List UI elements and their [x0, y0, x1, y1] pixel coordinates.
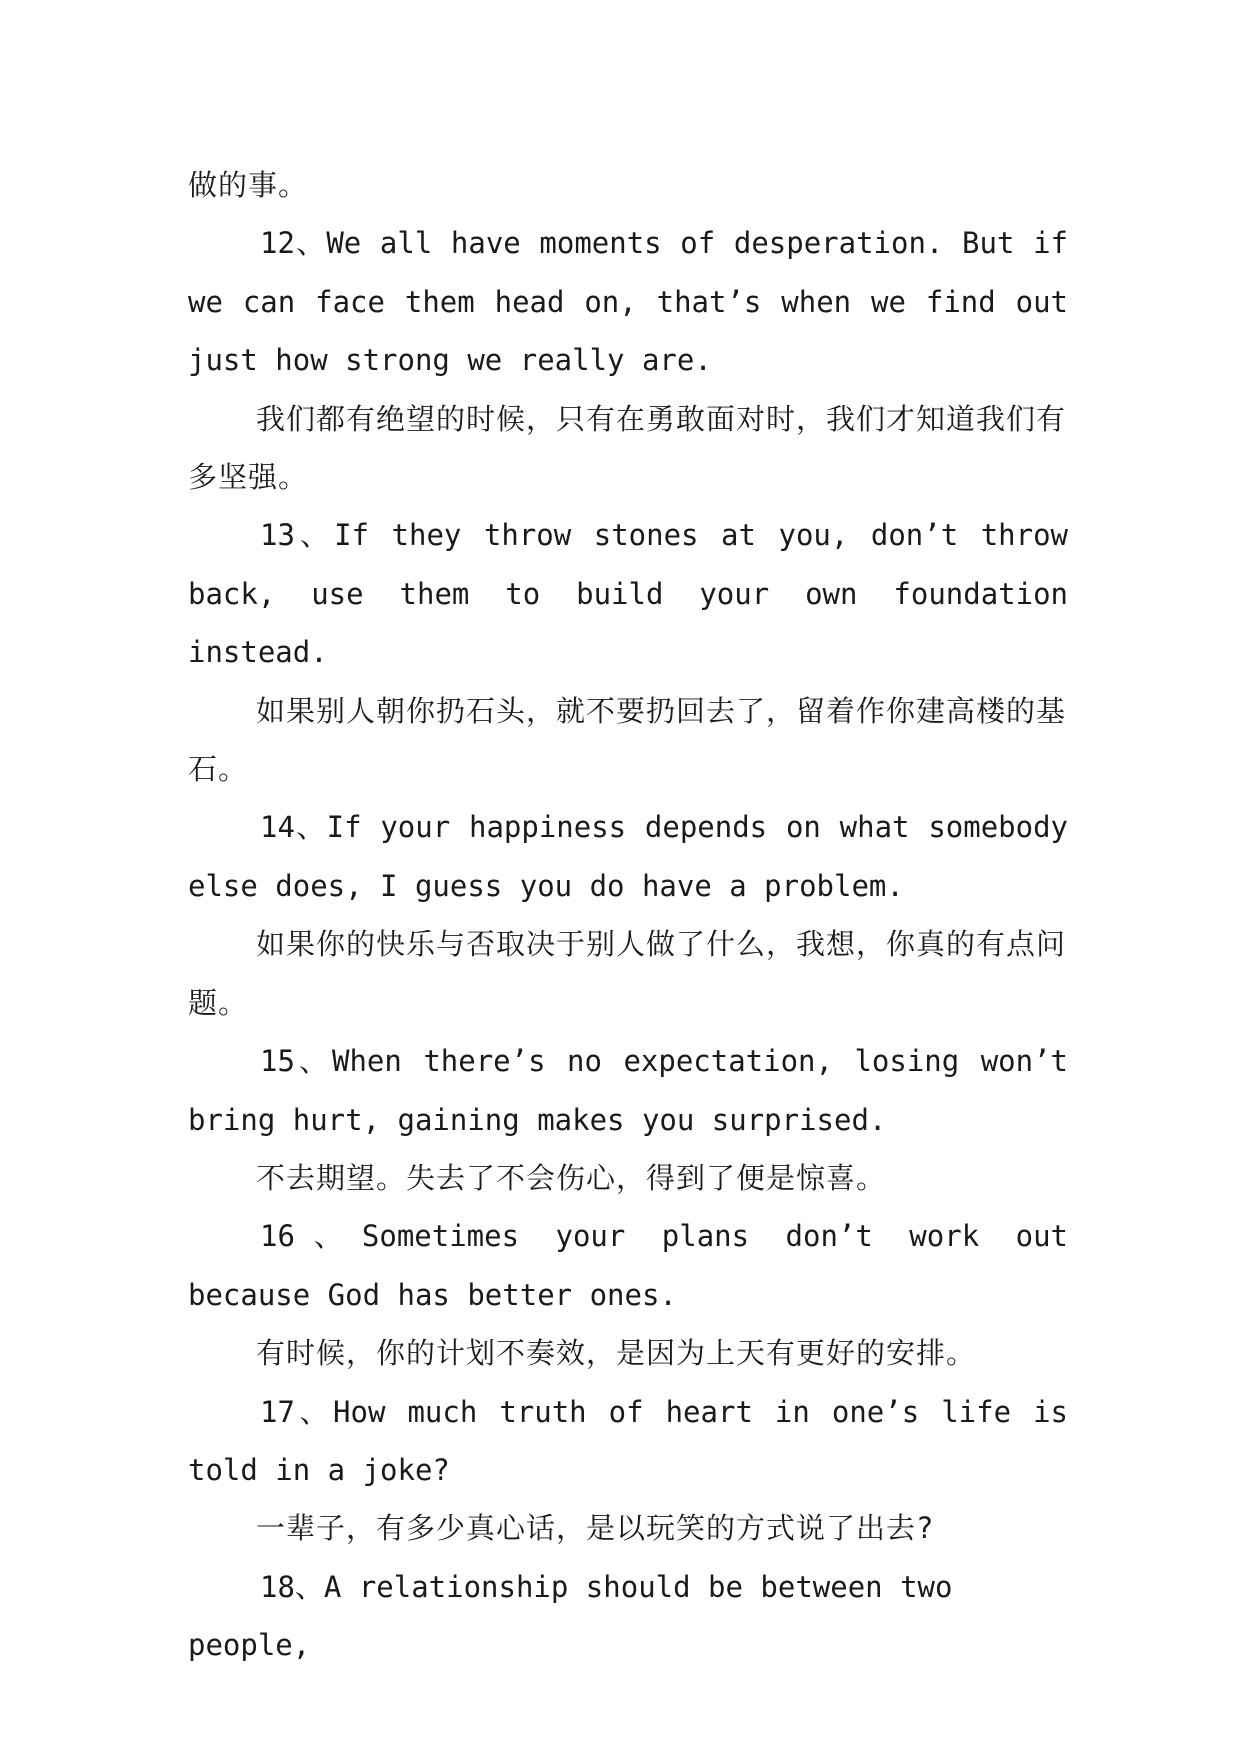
- quote-17-chinese: 一辈子，有多少真心话，是以玩笑的方式说了出去?: [256, 1511, 935, 1546]
- quote-15-english: 15、When there’s no expectation, losing won’t bring hurt, gaining makes you surprised.: [188, 1044, 1086, 1137]
- quote-14-chinese: 如果你的快乐与否取决于别人做了什么，我想，你真的有点问题。: [188, 927, 1067, 1020]
- paragraph-continuation: 做的事。: [188, 168, 309, 202]
- quote-18-english: 18、A relationship should be between two people,: [188, 1569, 970, 1663]
- quote-16-english: 16、Sometimes your plans don’t work out because God has better ones.: [188, 1219, 1086, 1312]
- quote-14-english: 14、If your happiness depends on what somebody else does, I guess you do have a problem.: [188, 810, 1086, 903]
- quote-13-chinese: 如果别人朝你扔石头，就不要扔回去了，留着作你建高楼的基石。: [188, 693, 1067, 787]
- quote-12-english: 12、We all have moments of desperation. But if we can face them head on, that’s when we find out just how strong we really are.: [188, 226, 1086, 378]
- document-body: [188, 156, 1086, 1675]
- quote-17-english: 17、How much truth of heart in one’s life is told in a joke?: [188, 1394, 1086, 1487]
- quote-15-chinese: 不去期望。失去了不会伤心，得到了便是惊喜。: [256, 1160, 887, 1195]
- quote-16-chinese: 有时候，你的计划不奏效，是因为上天有更好的安排。: [256, 1336, 977, 1371]
- quote-13-english: 13、If they throw stones at you, don’t throw back, use them to build your own foundation instead.: [188, 518, 1086, 670]
- quote-12-chinese: 我们都有绝望的时候，只有在勇敢面对时，我们才知道我们有多坚强。: [188, 401, 1067, 495]
